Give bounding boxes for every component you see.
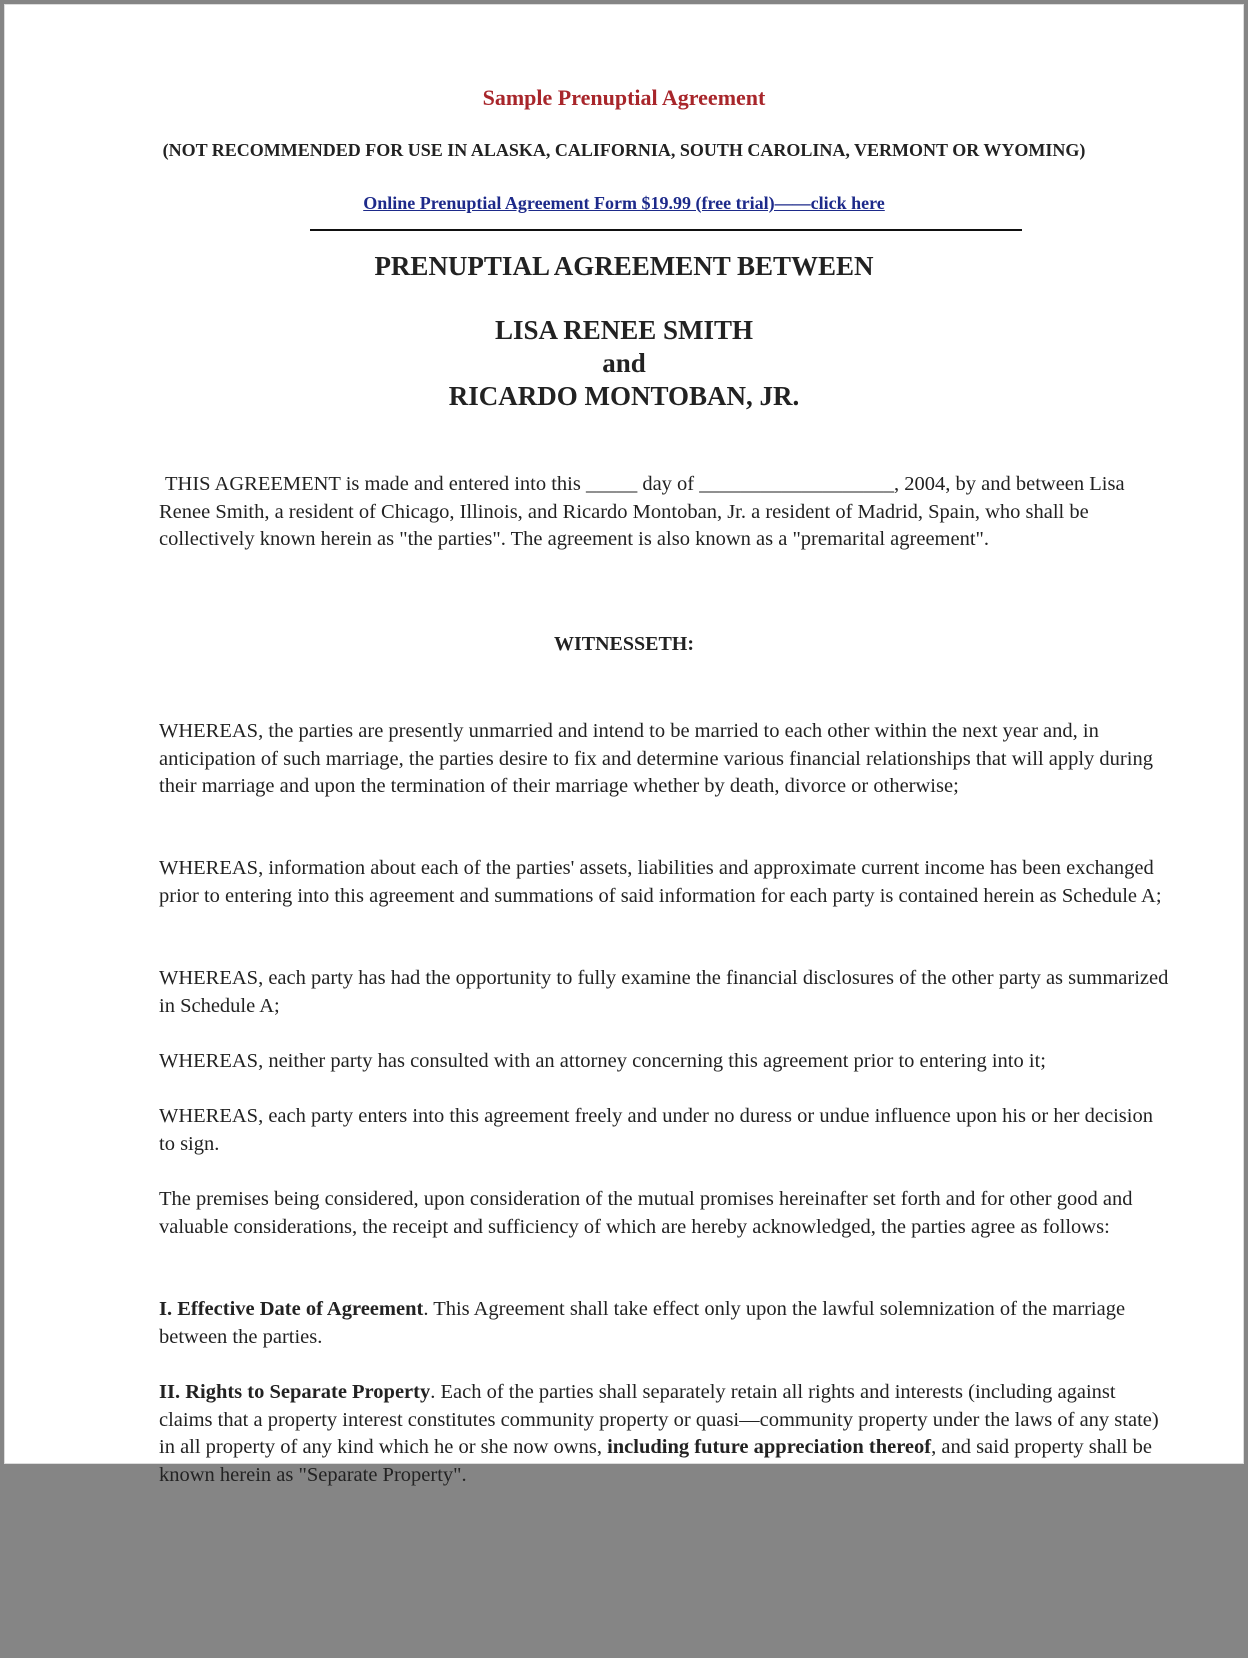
- whereas-clause-2: WHEREAS, information about each of the parties' assets, liabilities and approximate current income has been exchanged prior to entering into this agreement and summations of said information for each party is contained herein as Schedule A;: [159, 857, 1162, 907]
- article-1-text: . This Agreement shall take effect only upon the lawful solemnization of the marriage between the parties.: [159, 1298, 1126, 1348]
- state-warning: (NOT RECOMMENDED FOR USE IN ALASKA, CALIFORNIA, SOUTH CAROLINA, VERMONT OR WYOMING): [162, 140, 1086, 160]
- article-2-heading: II. Rights to Separate Property: [159, 1381, 431, 1403]
- article-2-text: . Each of the parties shall separately retain all rights and interests (including against claims that a property interest constitutes community property or quasi—community property under the laws of any state) in all property of any kind which he or she now owns,: [159, 1381, 1159, 1458]
- document-page: [4, 4, 1244, 1486]
- article-1-paragraph: [159, 1296, 1174, 1351]
- intro-paragraph: THIS AGREEMENT is made and entered into this _____ day of ___________________, 2004, by and between Lisa Renee Smith, a resident of Chicago, Illinois, and Ricardo Montoban, Jr. a resident of Madrid, Spain, who shall be collectively known herein as "the parties". The agreement is also known as a "premarital agreement".: [159, 473, 1125, 550]
- party-2-name: RICARDO MONTOBAN, JR.: [448, 381, 800, 411]
- article-2-paragraph: [159, 1379, 1174, 1489]
- whereas-clause-3: WHEREAS, each party has had the opportunity to fully examine the financial disclosures of the other party as summarized in Schedule A;: [159, 967, 1169, 1017]
- witnesseth-heading: WITNESSETH:: [553, 633, 695, 655]
- horizontal-rule: [310, 229, 1022, 231]
- whereas-clause-5: WHEREAS, each party enters into this agreement freely and under no duress or undue influence upon his or her decision to sign.: [159, 1105, 1153, 1155]
- promo-link[interactable]: Online Prenuptial Agreement Form $19.99 (free trial)——click here: [363, 193, 885, 213]
- article-2-emphasis: including future appreciation thereof: [607, 1436, 932, 1458]
- article-2-trailing: , and said property shall be known herein as "Separate Property".: [159, 1436, 1152, 1486]
- whereas-clause-4: WHEREAS, neither party has consulted with an attorney concerning this agreement prior to entering into it;: [159, 1050, 1046, 1072]
- agreement-heading: PRENUPTIAL AGREEMENT BETWEEN: [374, 251, 874, 281]
- document-title: Sample Prenuptial Agreement: [482, 85, 766, 110]
- whereas-clause-1: WHEREAS, the parties are presently unmarried and intend to be married to each other within the next year and, in anticipation of such marriage, the parties desire to fix and determine various financial relationships that will apply during their marriage and upon the termination of their marriage whether by death, divorce or otherwise;: [159, 720, 1153, 797]
- party-1-name: LISA RENEE SMITH: [494, 315, 754, 345]
- party-conjunction: and: [602, 348, 646, 378]
- article-1-heading: I. Effective Date of Agreement: [159, 1298, 424, 1320]
- premises-paragraph: The premises being considered, upon consideration of the mutual promises hereinafter set forth and for other good and valuable considerations, the receipt and sufficiency of which are hereby acknowledged, the parties agree as follows:: [159, 1188, 1133, 1238]
